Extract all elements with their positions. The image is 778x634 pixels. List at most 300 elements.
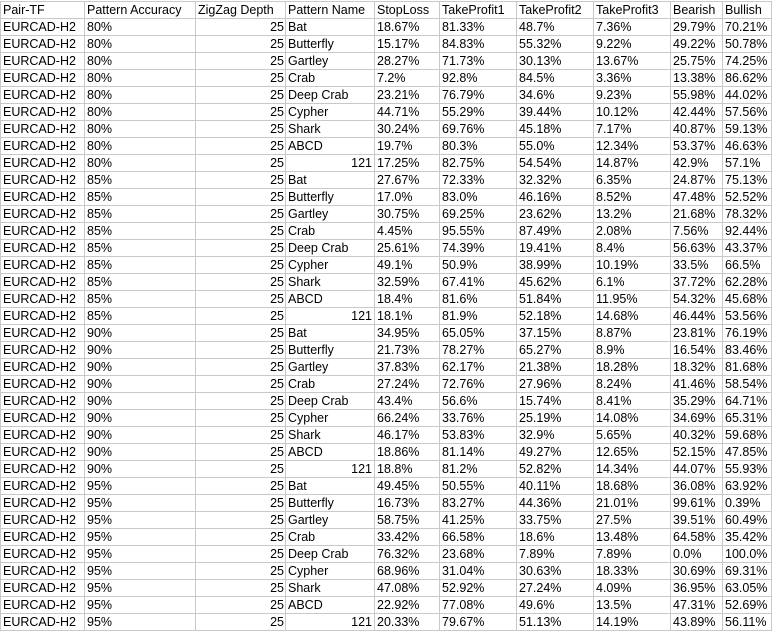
cell-takeprofit1[interactable]: 71.73% (440, 53, 517, 70)
cell-bullish[interactable]: 58.54% (723, 376, 772, 393)
cell-stoploss[interactable]: 23.21% (375, 87, 440, 104)
cell-pattern-name[interactable]: Gartley (286, 359, 375, 376)
cell-takeprofit1[interactable]: 92.8% (440, 70, 517, 87)
cell-bearish[interactable]: 55.98% (671, 87, 723, 104)
cell-takeprofit2[interactable]: 30.13% (517, 53, 594, 70)
cell-takeprofit3[interactable]: 14.68% (594, 308, 671, 325)
cell-takeprofit3[interactable]: 5.65% (594, 427, 671, 444)
cell-bearish[interactable]: 35.29% (671, 393, 723, 410)
cell-pattern-accuracy[interactable]: 95% (85, 495, 196, 512)
cell-pattern-accuracy[interactable]: 95% (85, 478, 196, 495)
cell-takeprofit3[interactable]: 18.28% (594, 359, 671, 376)
cell-bearish[interactable]: 64.58% (671, 529, 723, 546)
cell-pattern-accuracy[interactable]: 80% (85, 36, 196, 53)
cell-pattern-name[interactable]: Bat (286, 478, 375, 495)
cell-pair-tf[interactable]: EURCAD-H2 (1, 189, 85, 206)
cell-takeprofit1[interactable]: 81.9% (440, 308, 517, 325)
cell-zigzag-depth[interactable]: 25 (196, 410, 286, 427)
cell-stoploss[interactable]: 4.45% (375, 223, 440, 240)
cell-pattern-accuracy[interactable]: 80% (85, 19, 196, 36)
cell-bullish[interactable]: 57.1% (723, 155, 772, 172)
cell-pair-tf[interactable]: EURCAD-H2 (1, 104, 85, 121)
cell-pattern-accuracy[interactable]: 80% (85, 87, 196, 104)
cell-bullish[interactable]: 44.02% (723, 87, 772, 104)
cell-takeprofit2[interactable]: 18.6% (517, 529, 594, 546)
cell-pattern-accuracy[interactable]: 85% (85, 223, 196, 240)
cell-pair-tf[interactable]: EURCAD-H2 (1, 495, 85, 512)
cell-bullish[interactable]: 56.11% (723, 614, 772, 631)
cell-stoploss[interactable]: 66.24% (375, 410, 440, 427)
cell-pattern-accuracy[interactable]: 95% (85, 529, 196, 546)
cell-takeprofit1[interactable]: 81.33% (440, 19, 517, 36)
cell-pattern-name[interactable]: Deep Crab (286, 87, 375, 104)
cell-pair-tf[interactable]: EURCAD-H2 (1, 240, 85, 257)
cell-zigzag-depth[interactable]: 25 (196, 308, 286, 325)
cell-pattern-name[interactable]: Butterfly (286, 342, 375, 359)
cell-zigzag-depth[interactable]: 25 (196, 393, 286, 410)
cell-takeprofit3[interactable]: 18.33% (594, 563, 671, 580)
cell-stoploss[interactable]: 68.96% (375, 563, 440, 580)
cell-pair-tf[interactable]: EURCAD-H2 (1, 53, 85, 70)
cell-pair-tf[interactable]: EURCAD-H2 (1, 461, 85, 478)
cell-takeprofit2[interactable]: 27.24% (517, 580, 594, 597)
cell-pattern-name[interactable]: Cypher (286, 257, 375, 274)
cell-stoploss[interactable]: 28.27% (375, 53, 440, 70)
cell-zigzag-depth[interactable]: 25 (196, 427, 286, 444)
cell-pattern-accuracy[interactable]: 85% (85, 172, 196, 189)
cell-takeprofit2[interactable]: 45.18% (517, 121, 594, 138)
header-cell-pattern-name[interactable]: Pattern Name (286, 2, 375, 19)
cell-bullish[interactable]: 69.31% (723, 563, 772, 580)
cell-pattern-name[interactable]: Shark (286, 274, 375, 291)
cell-bullish[interactable]: 53.56% (723, 308, 772, 325)
cell-pattern-accuracy[interactable]: 80% (85, 70, 196, 87)
cell-bullish[interactable]: 50.78% (723, 36, 772, 53)
cell-pattern-accuracy[interactable]: 85% (85, 308, 196, 325)
cell-bearish[interactable]: 43.89% (671, 614, 723, 631)
header-cell-pattern-accuracy[interactable]: Pattern Accuracy (85, 2, 196, 19)
cell-pattern-accuracy[interactable]: 80% (85, 138, 196, 155)
cell-takeprofit1[interactable]: 53.83% (440, 427, 517, 444)
cell-zigzag-depth[interactable]: 25 (196, 461, 286, 478)
cell-takeprofit2[interactable]: 21.38% (517, 359, 594, 376)
cell-takeprofit3[interactable]: 9.22% (594, 36, 671, 53)
cell-takeprofit1[interactable]: 23.68% (440, 546, 517, 563)
cell-pattern-accuracy[interactable]: 90% (85, 359, 196, 376)
cell-pattern-name[interactable]: Cypher (286, 104, 375, 121)
cell-pattern-name[interactable]: Butterfly (286, 189, 375, 206)
cell-zigzag-depth[interactable]: 25 (196, 563, 286, 580)
cell-zigzag-depth[interactable]: 25 (196, 291, 286, 308)
cell-zigzag-depth[interactable]: 25 (196, 87, 286, 104)
cell-pattern-accuracy[interactable]: 80% (85, 155, 196, 172)
cell-pair-tf[interactable]: EURCAD-H2 (1, 36, 85, 53)
cell-takeprofit2[interactable]: 27.96% (517, 376, 594, 393)
cell-bullish[interactable]: 62.28% (723, 274, 772, 291)
cell-bearish[interactable]: 39.51% (671, 512, 723, 529)
cell-pattern-accuracy[interactable]: 95% (85, 597, 196, 614)
cell-pattern-name[interactable]: Crab (286, 529, 375, 546)
cell-takeprofit2[interactable]: 51.84% (517, 291, 594, 308)
cell-stoploss[interactable]: 18.1% (375, 308, 440, 325)
cell-takeprofit3[interactable]: 9.23% (594, 87, 671, 104)
cell-bearish[interactable]: 0.0% (671, 546, 723, 563)
cell-stoploss[interactable]: 16.73% (375, 495, 440, 512)
cell-pattern-name[interactable]: Crab (286, 70, 375, 87)
cell-takeprofit3[interactable]: 12.65% (594, 444, 671, 461)
cell-takeprofit1[interactable]: 80.3% (440, 138, 517, 155)
cell-bearish[interactable]: 40.32% (671, 427, 723, 444)
cell-takeprofit1[interactable]: 31.04% (440, 563, 517, 580)
cell-takeprofit1[interactable]: 77.08% (440, 597, 517, 614)
cell-bullish[interactable]: 63.05% (723, 580, 772, 597)
cell-bearish[interactable]: 7.56% (671, 223, 723, 240)
cell-takeprofit3[interactable]: 6.35% (594, 172, 671, 189)
cell-stoploss[interactable]: 27.67% (375, 172, 440, 189)
header-cell-stoploss[interactable]: StopLoss (375, 2, 440, 19)
header-cell-pair-tf[interactable]: Pair-TF (1, 2, 85, 19)
cell-pair-tf[interactable]: EURCAD-H2 (1, 342, 85, 359)
cell-pattern-accuracy[interactable]: 90% (85, 342, 196, 359)
cell-pattern-name[interactable]: ABCD (286, 291, 375, 308)
cell-takeprofit3[interactable]: 21.01% (594, 495, 671, 512)
cell-pair-tf[interactable]: EURCAD-H2 (1, 444, 85, 461)
cell-bearish[interactable]: 47.31% (671, 597, 723, 614)
cell-bullish[interactable]: 63.92% (723, 478, 772, 495)
cell-bullish[interactable]: 64.71% (723, 393, 772, 410)
cell-pattern-accuracy[interactable]: 85% (85, 291, 196, 308)
cell-pair-tf[interactable]: EURCAD-H2 (1, 87, 85, 104)
cell-stoploss[interactable]: 34.95% (375, 325, 440, 342)
cell-pattern-name[interactable]: Cypher (286, 563, 375, 580)
cell-bearish[interactable]: 54.32% (671, 291, 723, 308)
cell-pattern-accuracy[interactable]: 95% (85, 512, 196, 529)
cell-takeprofit3[interactable]: 7.17% (594, 121, 671, 138)
cell-stoploss[interactable]: 18.86% (375, 444, 440, 461)
cell-takeprofit2[interactable]: 23.62% (517, 206, 594, 223)
cell-bearish[interactable]: 36.08% (671, 478, 723, 495)
cell-stoploss[interactable]: 25.61% (375, 240, 440, 257)
cell-takeprofit2[interactable]: 32.32% (517, 172, 594, 189)
cell-takeprofit1[interactable]: 95.55% (440, 223, 517, 240)
cell-bearish[interactable]: 36.95% (671, 580, 723, 597)
cell-takeprofit3[interactable]: 8.41% (594, 393, 671, 410)
cell-pattern-accuracy[interactable]: 95% (85, 580, 196, 597)
cell-bullish[interactable]: 66.5% (723, 257, 772, 274)
cell-takeprofit1[interactable]: 84.83% (440, 36, 517, 53)
cell-pattern-name[interactable]: Deep Crab (286, 546, 375, 563)
cell-pair-tf[interactable]: EURCAD-H2 (1, 359, 85, 376)
header-cell-takeprofit1[interactable]: TakeProfit1 (440, 2, 517, 19)
cell-zigzag-depth[interactable]: 25 (196, 274, 286, 291)
cell-zigzag-depth[interactable]: 25 (196, 104, 286, 121)
cell-bullish[interactable]: 57.56% (723, 104, 772, 121)
cell-pattern-accuracy[interactable]: 90% (85, 325, 196, 342)
cell-zigzag-depth[interactable]: 25 (196, 53, 286, 70)
cell-takeprofit1[interactable]: 81.6% (440, 291, 517, 308)
cell-takeprofit1[interactable]: 72.76% (440, 376, 517, 393)
cell-stoploss[interactable]: 33.42% (375, 529, 440, 546)
cell-bearish[interactable]: 29.79% (671, 19, 723, 36)
cell-pattern-name[interactable]: 121 (286, 308, 375, 325)
cell-takeprofit2[interactable]: 46.16% (517, 189, 594, 206)
cell-takeprofit2[interactable]: 39.44% (517, 104, 594, 121)
cell-takeprofit1[interactable]: 50.9% (440, 257, 517, 274)
cell-stoploss[interactable]: 19.7% (375, 138, 440, 155)
cell-takeprofit3[interactable]: 10.19% (594, 257, 671, 274)
cell-pattern-name[interactable]: Shark (286, 121, 375, 138)
cell-takeprofit3[interactable]: 18.68% (594, 478, 671, 495)
cell-bullish[interactable]: 46.63% (723, 138, 772, 155)
cell-stoploss[interactable]: 17.25% (375, 155, 440, 172)
cell-bearish[interactable]: 56.63% (671, 240, 723, 257)
cell-stoploss[interactable]: 47.08% (375, 580, 440, 597)
cell-pattern-name[interactable]: Gartley (286, 53, 375, 70)
cell-stoploss[interactable]: 21.73% (375, 342, 440, 359)
cell-takeprofit1[interactable]: 74.39% (440, 240, 517, 257)
cell-bearish[interactable]: 21.68% (671, 206, 723, 223)
cell-bullish[interactable]: 100.0% (723, 546, 772, 563)
cell-pattern-name[interactable]: 121 (286, 614, 375, 631)
cell-stoploss[interactable]: 22.92% (375, 597, 440, 614)
cell-takeprofit2[interactable]: 48.7% (517, 19, 594, 36)
cell-pattern-name[interactable]: Cypher (286, 410, 375, 427)
cell-bearish[interactable]: 13.38% (671, 70, 723, 87)
cell-pattern-name[interactable]: Bat (286, 325, 375, 342)
cell-pattern-name[interactable]: Deep Crab (286, 393, 375, 410)
cell-pattern-name[interactable]: 121 (286, 461, 375, 478)
cell-takeprofit2[interactable]: 19.41% (517, 240, 594, 257)
cell-zigzag-depth[interactable]: 25 (196, 155, 286, 172)
cell-zigzag-depth[interactable]: 25 (196, 206, 286, 223)
cell-pattern-name[interactable]: ABCD (286, 444, 375, 461)
header-cell-bullish[interactable]: Bullish (723, 2, 772, 19)
cell-takeprofit3[interactable]: 13.67% (594, 53, 671, 70)
cell-pair-tf[interactable]: EURCAD-H2 (1, 257, 85, 274)
cell-zigzag-depth[interactable]: 25 (196, 546, 286, 563)
cell-stoploss[interactable]: 18.8% (375, 461, 440, 478)
cell-bullish[interactable]: 47.85% (723, 444, 772, 461)
cell-pair-tf[interactable]: EURCAD-H2 (1, 155, 85, 172)
cell-pattern-accuracy[interactable]: 85% (85, 189, 196, 206)
cell-takeprofit2[interactable]: 30.63% (517, 563, 594, 580)
cell-stoploss[interactable]: 49.1% (375, 257, 440, 274)
cell-bullish[interactable]: 0.39% (723, 495, 772, 512)
cell-pattern-name[interactable]: Butterfly (286, 495, 375, 512)
cell-takeprofit3[interactable]: 8.4% (594, 240, 671, 257)
cell-zigzag-depth[interactable]: 25 (196, 121, 286, 138)
cell-pattern-accuracy[interactable]: 80% (85, 121, 196, 138)
cell-takeprofit3[interactable]: 13.48% (594, 529, 671, 546)
cell-bearish[interactable]: 49.22% (671, 36, 723, 53)
cell-bullish[interactable]: 59.13% (723, 121, 772, 138)
cell-pair-tf[interactable]: EURCAD-H2 (1, 580, 85, 597)
cell-takeprofit3[interactable]: 12.34% (594, 138, 671, 155)
cell-takeprofit3[interactable]: 8.24% (594, 376, 671, 393)
cell-zigzag-depth[interactable]: 25 (196, 36, 286, 53)
cell-bullish[interactable]: 70.21% (723, 19, 772, 36)
cell-stoploss[interactable]: 20.33% (375, 614, 440, 631)
cell-bearish[interactable]: 23.81% (671, 325, 723, 342)
cell-pair-tf[interactable]: EURCAD-H2 (1, 19, 85, 36)
cell-pattern-accuracy[interactable]: 95% (85, 546, 196, 563)
cell-takeprofit1[interactable]: 79.67% (440, 614, 517, 631)
cell-pattern-accuracy[interactable]: 95% (85, 563, 196, 580)
cell-pattern-accuracy[interactable]: 85% (85, 274, 196, 291)
cell-takeprofit1[interactable]: 83.0% (440, 189, 517, 206)
cell-bearish[interactable]: 47.48% (671, 189, 723, 206)
cell-takeprofit2[interactable]: 52.82% (517, 461, 594, 478)
cell-bearish[interactable]: 53.37% (671, 138, 723, 155)
cell-bullish[interactable]: 86.62% (723, 70, 772, 87)
cell-stoploss[interactable]: 30.75% (375, 206, 440, 223)
cell-bearish[interactable]: 30.69% (671, 563, 723, 580)
cell-pattern-accuracy[interactable]: 90% (85, 444, 196, 461)
cell-pattern-accuracy[interactable]: 80% (85, 104, 196, 121)
cell-bearish[interactable]: 16.54% (671, 342, 723, 359)
cell-zigzag-depth[interactable]: 25 (196, 580, 286, 597)
cell-pattern-name[interactable]: Crab (286, 376, 375, 393)
cell-pattern-accuracy[interactable]: 90% (85, 376, 196, 393)
cell-pair-tf[interactable]: EURCAD-H2 (1, 393, 85, 410)
cell-bearish[interactable]: 42.9% (671, 155, 723, 172)
cell-pair-tf[interactable]: EURCAD-H2 (1, 614, 85, 631)
cell-pair-tf[interactable]: EURCAD-H2 (1, 427, 85, 444)
cell-stoploss[interactable]: 27.24% (375, 376, 440, 393)
cell-takeprofit3[interactable]: 13.5% (594, 597, 671, 614)
cell-pattern-name[interactable]: Bat (286, 19, 375, 36)
cell-stoploss[interactable]: 46.17% (375, 427, 440, 444)
cell-pair-tf[interactable]: EURCAD-H2 (1, 70, 85, 87)
cell-pattern-accuracy[interactable]: 80% (85, 53, 196, 70)
cell-takeprofit3[interactable]: 14.34% (594, 461, 671, 478)
cell-zigzag-depth[interactable]: 25 (196, 478, 286, 495)
cell-bullish[interactable]: 52.52% (723, 189, 772, 206)
cell-takeprofit2[interactable]: 84.5% (517, 70, 594, 87)
cell-takeprofit2[interactable]: 38.99% (517, 257, 594, 274)
cell-pattern-name[interactable]: Gartley (286, 512, 375, 529)
cell-takeprofit3[interactable]: 27.5% (594, 512, 671, 529)
cell-takeprofit1[interactable]: 50.55% (440, 478, 517, 495)
cell-takeprofit2[interactable]: 45.62% (517, 274, 594, 291)
cell-pair-tf[interactable]: EURCAD-H2 (1, 478, 85, 495)
cell-pair-tf[interactable]: EURCAD-H2 (1, 291, 85, 308)
cell-pattern-accuracy[interactable]: 85% (85, 240, 196, 257)
cell-takeprofit1[interactable]: 62.17% (440, 359, 517, 376)
cell-stoploss[interactable]: 32.59% (375, 274, 440, 291)
cell-takeprofit2[interactable]: 51.13% (517, 614, 594, 631)
cell-takeprofit3[interactable]: 8.9% (594, 342, 671, 359)
cell-pattern-accuracy[interactable]: 95% (85, 614, 196, 631)
cell-zigzag-depth[interactable]: 25 (196, 495, 286, 512)
cell-takeprofit3[interactable]: 13.2% (594, 206, 671, 223)
cell-zigzag-depth[interactable]: 25 (196, 614, 286, 631)
cell-bearish[interactable]: 37.72% (671, 274, 723, 291)
cell-bearish[interactable]: 24.87% (671, 172, 723, 189)
cell-stoploss[interactable]: 17.0% (375, 189, 440, 206)
cell-zigzag-depth[interactable]: 25 (196, 240, 286, 257)
cell-stoploss[interactable]: 49.45% (375, 478, 440, 495)
cell-takeprofit2[interactable]: 33.75% (517, 512, 594, 529)
cell-stoploss[interactable]: 44.71% (375, 104, 440, 121)
cell-takeprofit1[interactable]: 81.14% (440, 444, 517, 461)
cell-takeprofit3[interactable]: 6.1% (594, 274, 671, 291)
cell-takeprofit1[interactable]: 56.6% (440, 393, 517, 410)
cell-bullish[interactable]: 59.68% (723, 427, 772, 444)
cell-bullish[interactable]: 92.44% (723, 223, 772, 240)
cell-stoploss[interactable]: 30.24% (375, 121, 440, 138)
cell-zigzag-depth[interactable]: 25 (196, 70, 286, 87)
cell-pair-tf[interactable]: EURCAD-H2 (1, 546, 85, 563)
cell-takeprofit2[interactable]: 54.54% (517, 155, 594, 172)
cell-takeprofit2[interactable]: 65.27% (517, 342, 594, 359)
cell-pair-tf[interactable]: EURCAD-H2 (1, 325, 85, 342)
cell-bullish[interactable]: 45.68% (723, 291, 772, 308)
cell-takeprofit2[interactable]: 55.0% (517, 138, 594, 155)
cell-bullish[interactable]: 65.31% (723, 410, 772, 427)
cell-pattern-accuracy[interactable]: 90% (85, 393, 196, 410)
cell-bullish[interactable]: 74.25% (723, 53, 772, 70)
cell-pair-tf[interactable]: EURCAD-H2 (1, 121, 85, 138)
cell-takeprofit1[interactable]: 66.58% (440, 529, 517, 546)
cell-takeprofit2[interactable]: 7.89% (517, 546, 594, 563)
cell-pattern-name[interactable]: ABCD (286, 138, 375, 155)
cell-zigzag-depth[interactable]: 25 (196, 138, 286, 155)
cell-stoploss[interactable]: 43.4% (375, 393, 440, 410)
cell-takeprofit3[interactable]: 3.36% (594, 70, 671, 87)
cell-bearish[interactable]: 44.07% (671, 461, 723, 478)
cell-pattern-name[interactable]: Butterfly (286, 36, 375, 53)
cell-bearish[interactable]: 41.46% (671, 376, 723, 393)
cell-takeprofit3[interactable]: 7.89% (594, 546, 671, 563)
header-cell-takeprofit3[interactable]: TakeProfit3 (594, 2, 671, 19)
cell-takeprofit3[interactable]: 4.09% (594, 580, 671, 597)
cell-takeprofit1[interactable]: 81.2% (440, 461, 517, 478)
cell-bearish[interactable]: 40.87% (671, 121, 723, 138)
cell-takeprofit1[interactable]: 72.33% (440, 172, 517, 189)
cell-stoploss[interactable]: 18.4% (375, 291, 440, 308)
cell-takeprofit3[interactable]: 8.87% (594, 325, 671, 342)
cell-zigzag-depth[interactable]: 25 (196, 512, 286, 529)
cell-zigzag-depth[interactable]: 25 (196, 342, 286, 359)
cell-takeprofit2[interactable]: 32.9% (517, 427, 594, 444)
cell-zigzag-depth[interactable]: 25 (196, 19, 286, 36)
cell-pattern-accuracy[interactable]: 85% (85, 206, 196, 223)
cell-takeprofit3[interactable]: 11.95% (594, 291, 671, 308)
cell-pair-tf[interactable]: EURCAD-H2 (1, 410, 85, 427)
cell-takeprofit3[interactable]: 14.19% (594, 614, 671, 631)
cell-zigzag-depth[interactable]: 25 (196, 359, 286, 376)
cell-bullish[interactable]: 43.37% (723, 240, 772, 257)
cell-zigzag-depth[interactable]: 25 (196, 444, 286, 461)
cell-takeprofit1[interactable]: 55.29% (440, 104, 517, 121)
cell-bearish[interactable]: 18.32% (671, 359, 723, 376)
cell-takeprofit3[interactable]: 7.36% (594, 19, 671, 36)
header-cell-takeprofit2[interactable]: TakeProfit2 (517, 2, 594, 19)
cell-takeprofit2[interactable]: 49.6% (517, 597, 594, 614)
cell-bullish[interactable]: 76.19% (723, 325, 772, 342)
cell-zigzag-depth[interactable]: 25 (196, 223, 286, 240)
cell-takeprofit2[interactable]: 44.36% (517, 495, 594, 512)
cell-pair-tf[interactable]: EURCAD-H2 (1, 274, 85, 291)
cell-zigzag-depth[interactable]: 25 (196, 189, 286, 206)
cell-stoploss[interactable]: 37.83% (375, 359, 440, 376)
cell-takeprofit2[interactable]: 15.74% (517, 393, 594, 410)
cell-stoploss[interactable]: 7.2% (375, 70, 440, 87)
cell-pattern-name[interactable]: Bat (286, 172, 375, 189)
cell-zigzag-depth[interactable]: 25 (196, 529, 286, 546)
cell-bearish[interactable]: 25.75% (671, 53, 723, 70)
